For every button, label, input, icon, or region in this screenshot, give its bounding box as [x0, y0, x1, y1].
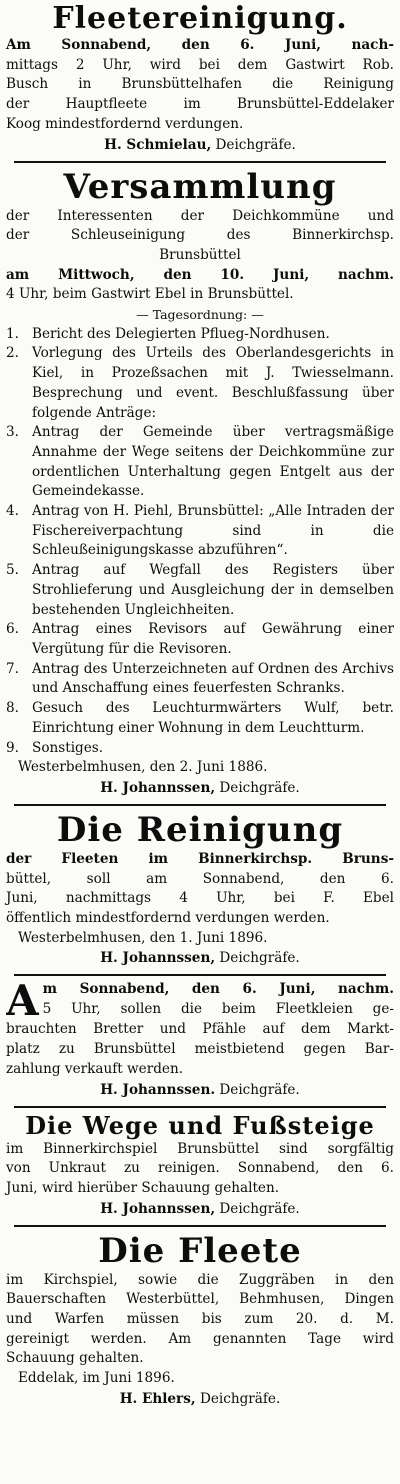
signature [6, 1080, 394, 1100]
place-date: Westerbelmhusen, den 2. Juni 1886. [18, 759, 268, 776]
notice-line: platz zu Brunsbüttel meistbietend gegen Bar- [6, 1041, 394, 1058]
notice-line: und Warfen müssen bis zum 20. d. M. [6, 1311, 394, 1328]
notice-line: Koog mindestfordernd verdungen. [6, 115, 244, 132]
notice-opening [6, 980, 394, 1020]
signature [6, 1199, 394, 1219]
notice-line: mittags 2 Uhr, wird bei dem Gastwirt Rob. [6, 56, 394, 73]
agenda-item [6, 423, 394, 502]
signature [6, 948, 394, 968]
notice-line: Am Sonnabend, den 6. Juni, nach- [6, 37, 394, 53]
signature [6, 1389, 394, 1409]
notice-line: Bauerschaften Westerbüttel, Behmhusen, Dingen [6, 1291, 394, 1308]
agenda-item [6, 739, 394, 759]
notice-title: Die Fleete [98, 1230, 302, 1271]
notice-die-fleete [6, 1227, 394, 1415]
notice-line: zahlung verkauft werden. [6, 1060, 184, 1077]
signature-name: H. Johannssen, [100, 1200, 216, 1217]
notice-line: Busch in Brunsbüttelhafen die Reinigung [6, 76, 394, 93]
agenda-text: Sonstiges. [32, 739, 104, 756]
agenda-text: Antrag des Unterzeichneten auf Ordnen des Archivs und Anschaffung eines feuerfesten Schranks. [32, 660, 394, 697]
agenda-text: Antrag auf Wegfall des Registers über Strohlieferung und Ausgleichung der in demselben bestehenden Ungleichheiten. [32, 562, 394, 618]
signature [6, 135, 394, 155]
agenda-heading: — Tagesordnung: — [136, 307, 264, 323]
signature-role: Deichgräfe. [215, 136, 296, 153]
notice-line: Juni, nachmittags 4 Uhr, bei F. Ebel [6, 890, 394, 907]
signature-name: H. Schmielau, [104, 136, 212, 153]
agenda-number: 1. [6, 325, 19, 342]
notice-versammlung [6, 163, 394, 804]
notice-line: der Hauptfleete im Brunsbüttel-Eddelaker [6, 96, 394, 113]
notice-line: Brunsbüttel [159, 246, 241, 263]
notice-line: brauchten Bretter und Pfähle auf dem Markt- [6, 1021, 394, 1038]
signature-role: Deichgräfe. [219, 1200, 300, 1217]
agenda-number: 3. [6, 424, 19, 441]
signature-role: Deichgräfe. [219, 1081, 300, 1098]
agenda-item [6, 699, 394, 738]
agenda-text: Gesuch des Leuchturmwärters Wulf, betr. Einrichtung einer Wohnung in dem Leuchtturm. [32, 700, 394, 736]
notice-title: Die Wege und Fußsteige [25, 1110, 375, 1140]
notice-title: Fleetereinigung. [52, 1, 348, 36]
agenda-number: 8. [6, 700, 19, 717]
agenda-number: 2. [6, 345, 19, 362]
agenda-list [6, 325, 394, 758]
notice-line: Schauung gehalten. [6, 1350, 144, 1367]
notice-line: öffentlich mindestfordernd verdungen werden. [6, 910, 330, 927]
agenda-number: 4. [6, 503, 19, 520]
notice-line: im Binnerkirchspiel Brunsbüttel sind sorgfältig [6, 1140, 394, 1157]
agenda-item [6, 344, 394, 423]
notice-wege [6, 1108, 394, 1225]
signature-role: Deichgräfe. [199, 1390, 281, 1407]
agenda-item [6, 660, 394, 699]
notice-line: 5 Uhr, sollen die beim Fleetkleien ge- [42, 1001, 394, 1018]
drop-cap: A [6, 980, 39, 1021]
notice-line: im Kirchspiel, sowie die Zuggräben in den [6, 1271, 394, 1288]
notice-title: Die Reinigung [56, 809, 344, 850]
place-date: Westerbelmhusen, den 1. Juni 1896. [18, 929, 268, 946]
notice-line: der Fleeten im Binnerkirchsp. Bruns- [6, 850, 394, 867]
agenda-text: Antrag der Gemeinde über vertragsmäßige Annahme der Wege seitens der Deichkommüne zur ordentlichen Unterhaltung gegen Entgelt aus der Gemeindekasse. [32, 424, 394, 500]
meeting-time-place: 4 Uhr, beim Gastwirt Ebel in Brunsbüttel. [6, 286, 294, 303]
agenda-item [6, 502, 394, 561]
agenda-item [6, 620, 394, 659]
signature [6, 778, 394, 798]
place-date: Eddelak, im Juni 1896. [18, 1370, 175, 1387]
notice-line: gereinigt werden. Am genannten Tage wird [6, 1330, 394, 1347]
agenda-text: Vorlegung des Urteils des Oberlandesgerichts in Kiel, in Prozeßsachen mit J. Twiesselmann. Besprechung und event. Beschlußfassung über folgende Anträge: [32, 345, 394, 421]
agenda-text: Antrag von H. Piehl, Brunsbüttel: „Alle Intraden der Fischereiverpachtung sind in die Schleußeinigungskasse abzuführen“. [32, 503, 394, 559]
notice-fleetereinigung [6, 0, 394, 161]
meeting-date: am Mittwoch, den 10. Juni, nachm. [6, 266, 394, 283]
signature-name: H. Johannssen. [100, 1081, 216, 1098]
signature-name: H. Johannssen, [100, 779, 216, 796]
notice-line: der Schleuseinigung des Binnerkirchsp. [6, 227, 394, 244]
signature-role: Deichgräfe. [219, 779, 300, 796]
signature-role: Deichgräfe. [219, 950, 300, 967]
notice-line: Juni, wird hierüber Schauung gehalten. [6, 1179, 280, 1196]
notice-title: Versammlung [63, 166, 337, 207]
notice-die-reinigung [6, 806, 394, 975]
agenda-item [6, 561, 394, 620]
agenda-number: 5. [6, 562, 19, 579]
signature-name: H. Johannssen, [100, 950, 216, 967]
notice-line: büttel, soll am Sonnabend, den 6. [6, 870, 394, 887]
notice-line: der Interessenten der Deichkommüne und [6, 207, 394, 224]
signature-name: H. Ehlers, [119, 1390, 196, 1407]
notice-auction [6, 976, 394, 1105]
notice-line: von Unkraut zu reinigen. Sonnabend, den 6. [6, 1160, 394, 1177]
agenda-text: Antrag eines Revisors auf Gewährung einer Vergütung für die Revisoren. [32, 621, 394, 657]
agenda-number: 6. [6, 621, 19, 638]
agenda-item [6, 325, 394, 345]
agenda-number: 7. [6, 660, 19, 677]
notice-line: m Sonnabend, den 6. Juni, nachm. [42, 981, 394, 998]
agenda-number: 9. [6, 739, 19, 756]
agenda-text: Bericht des Delegierten Pflueg-Nordhusen. [32, 325, 330, 342]
